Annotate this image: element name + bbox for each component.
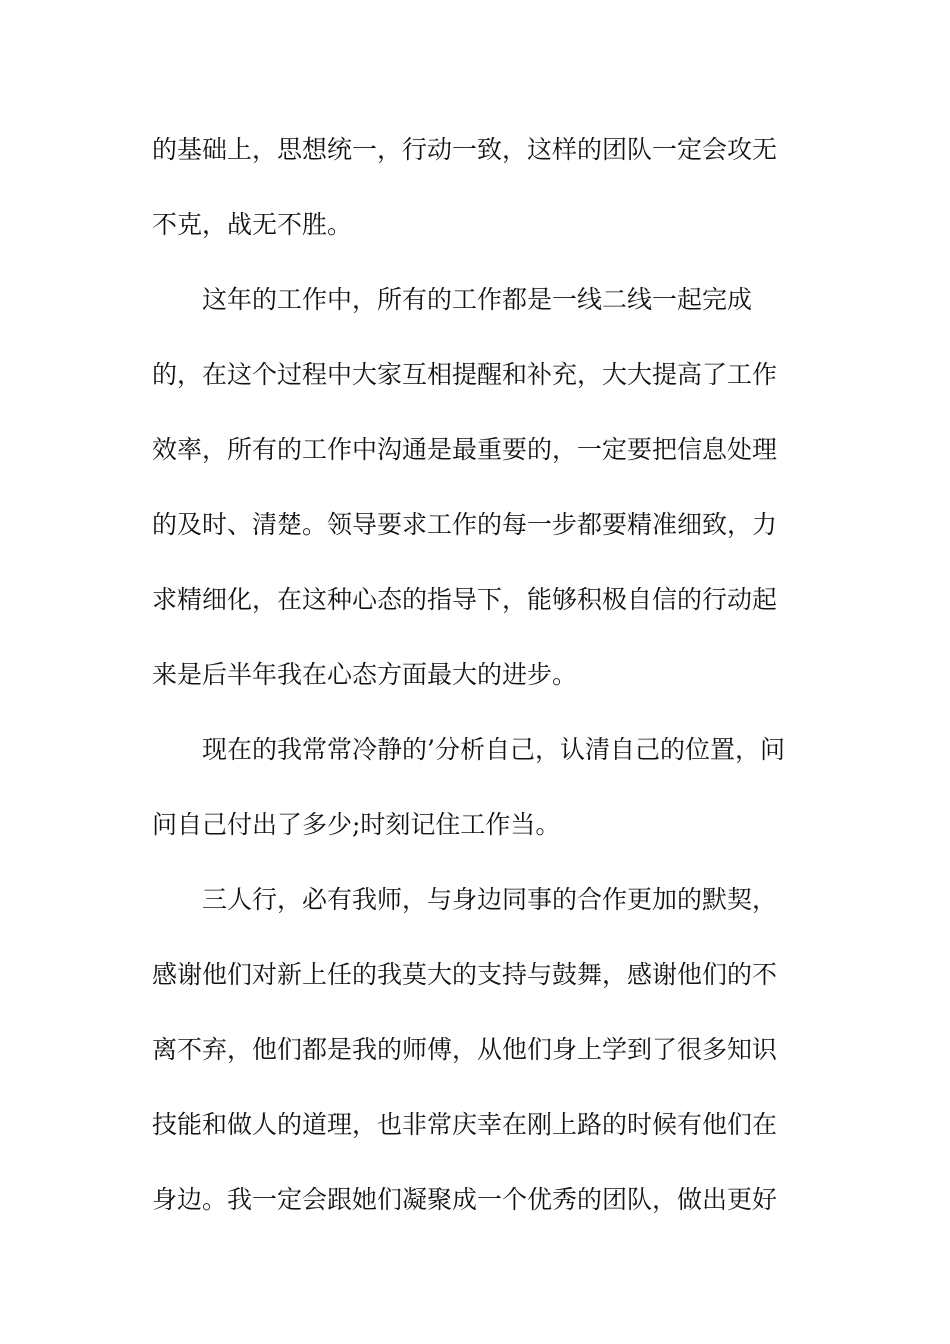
text-line: 技能和做人的道理，也非常庆幸在刚上路的时候有他们在 bbox=[152, 1110, 778, 1139]
paragraph-start-line: 现在的我常常冷静的’分析自己，认清自己的位置，问 bbox=[202, 735, 785, 764]
text-line: 求精细化，在这种心态的指导下，能够积极自信的行动起 bbox=[152, 585, 778, 614]
text-line: 的，在这个过程中大家互相提醒和补充，大大提高了工作 bbox=[152, 360, 778, 389]
text-line: 感谢他们对新上任的我莫大的支持与鼓舞，感谢他们的不 bbox=[152, 960, 778, 989]
text-line: 的基础上，思想统一，行动一致，这样的团队一定会攻无 bbox=[152, 135, 778, 164]
text-line: 的及时、清楚。领导要求工作的每一步都要精准细致，力 bbox=[152, 510, 778, 539]
text-line: 不克，战无不胜。 bbox=[152, 210, 353, 239]
text-line: 身边。我一定会跟她们凝聚成一个优秀的团队，做出更好 bbox=[152, 1185, 778, 1214]
text-line: 来是后半年我在心态方面最大的进步。 bbox=[152, 660, 578, 689]
paragraph-start-line: 三人行，必有我师，与身边同事的合作更加的默契， bbox=[202, 885, 778, 914]
text-line: 效率，所有的工作中沟通是最重要的，一定要把信息处理 bbox=[152, 435, 778, 464]
paragraph-start-line: 这年的工作中，所有的工作都是一线二线一起完成 bbox=[202, 285, 753, 314]
text-line: 离不弃，他们都是我的师傅，从他们身上学到了很多知识 bbox=[152, 1035, 778, 1064]
text-line: 问自己付出了多少;时刻记住工作当。 bbox=[152, 810, 561, 839]
